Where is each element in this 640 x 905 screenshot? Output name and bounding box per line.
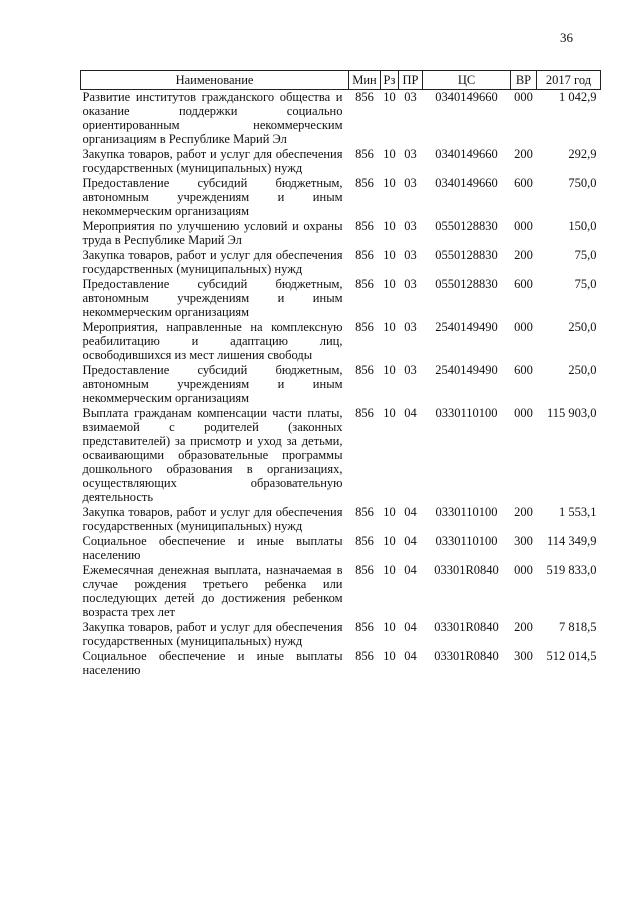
row-cs: 0330110100 <box>435 406 498 420</box>
row-vr: 600 <box>514 363 533 377</box>
row-cs: 2540149490 <box>435 363 498 377</box>
row-pr: 04 <box>404 534 417 548</box>
row-pr: 03 <box>404 176 417 190</box>
row-rz: 10 <box>383 620 396 634</box>
table-row <box>81 147 601 176</box>
row-vr: 000 <box>514 320 533 334</box>
header-year: 2017 год <box>537 71 601 90</box>
row-rz: 10 <box>383 90 396 104</box>
row-name: Социальное обеспечение и иные выплаты населению <box>82 534 343 562</box>
row-pr: 03 <box>404 320 417 334</box>
row-amount: 519 833,0 <box>546 563 597 577</box>
row-name: Закупка товаров, работ и услуг для обеспечения государственных (муниципальных) нужд <box>82 147 343 175</box>
row-min: 856 <box>355 90 374 104</box>
row-min: 856 <box>355 219 374 233</box>
row-cs: 0340149660 <box>435 176 498 190</box>
row-min: 856 <box>355 176 374 190</box>
row-vr: 000 <box>514 219 533 233</box>
row-pr: 03 <box>404 219 417 233</box>
row-pr: 04 <box>404 406 417 420</box>
row-cs: 0330110100 <box>435 505 498 519</box>
row-rz: 10 <box>383 219 396 233</box>
header-vr: ВР <box>511 71 537 90</box>
row-vr: 200 <box>514 505 533 519</box>
row-cs: 03301R0840 <box>434 563 499 577</box>
row-amount: 750,0 <box>568 176 597 190</box>
row-name: Закупка товаров, работ и услуг для обеспечения государственных (муниципальных) нужд <box>82 505 343 533</box>
row-min: 856 <box>355 563 374 577</box>
row-name: Мероприятия по улучшению условий и охраны труда в Республике Марий Эл <box>82 219 343 247</box>
row-amount: 7 818,5 <box>559 620 597 634</box>
row-pr: 04 <box>404 505 417 519</box>
table-row <box>81 534 601 563</box>
row-min: 856 <box>355 320 374 334</box>
row-amount: 75,0 <box>574 277 597 291</box>
table-row <box>81 649 601 678</box>
row-name: Предоставление субсидий бюджетным, автономным учреждениям и иным некоммерческим организациям <box>82 363 343 405</box>
row-pr: 03 <box>404 277 417 291</box>
row-min: 856 <box>355 248 374 262</box>
row-amount: 1 042,9 <box>559 90 597 104</box>
row-cs: 0550128830 <box>435 219 498 233</box>
row-amount: 250,0 <box>568 363 597 377</box>
header-pr: ПР <box>399 71 423 90</box>
row-min: 856 <box>355 505 374 519</box>
header-min: Мин <box>349 71 381 90</box>
row-amount: 512 014,5 <box>546 649 597 663</box>
budget-table-container <box>80 70 600 678</box>
row-pr: 03 <box>404 363 417 377</box>
page-number: 36 <box>560 30 573 45</box>
row-name: Закупка товаров, работ и услуг для обеспечения государственных (муниципальных) нужд <box>82 248 343 276</box>
row-vr: 200 <box>514 147 533 161</box>
row-vr: 200 <box>514 620 533 634</box>
row-name: Мероприятия, направленные на комплексную реабилитацию и адаптацию лиц, освободившихся из мест лишения свободы <box>82 320 343 362</box>
table-header-row <box>81 71 601 90</box>
row-name: Предоставление субсидий бюджетным, автономным учреждениям и иным некоммерческим организациям <box>82 176 343 218</box>
row-cs: 03301R0840 <box>434 620 499 634</box>
row-cs: 0340149660 <box>435 147 498 161</box>
row-amount: 1 553,1 <box>559 505 597 519</box>
row-amount: 150,0 <box>568 219 597 233</box>
row-pr: 04 <box>404 563 417 577</box>
row-name: Социальное обеспечение и иные выплаты населению <box>82 649 343 677</box>
row-name: Выплата гражданам компенсации части платы, взимаемой с родителей (законных представителей) за присмотр и уход за детьми, осваивающими образовательные программы дошкольного образования в организациях, осуществляющих образовательную деятельность <box>82 406 343 504</box>
header-name: Наименование <box>81 71 349 90</box>
row-min: 856 <box>355 620 374 634</box>
row-name: Предоставление субсидий бюджетным, автономным учреждениям и иным некоммерческим организациям <box>82 277 343 319</box>
row-min: 856 <box>355 363 374 377</box>
table-row <box>81 363 601 406</box>
row-name: Развитие институтов гражданского общества и оказание поддержки социально ориентированным некоммерческим организациям в Республике Марий Эл <box>82 90 343 146</box>
row-rz: 10 <box>383 534 396 548</box>
row-amount: 250,0 <box>568 320 597 334</box>
table-row <box>81 406 601 505</box>
table-row <box>81 563 601 620</box>
row-pr: 04 <box>404 620 417 634</box>
row-amount: 115 903,0 <box>546 406 597 420</box>
row-vr: 000 <box>514 90 533 104</box>
budget-table <box>80 70 601 678</box>
row-cs: 03301R0840 <box>434 649 499 663</box>
row-cs: 0330110100 <box>435 534 498 548</box>
row-pr: 03 <box>404 90 417 104</box>
row-pr: 03 <box>404 248 417 262</box>
row-vr: 000 <box>514 406 533 420</box>
row-vr: 000 <box>514 563 533 577</box>
row-rz: 10 <box>383 563 396 577</box>
row-rz: 10 <box>383 277 396 291</box>
row-vr: 300 <box>514 534 533 548</box>
row-cs: 0550128830 <box>435 248 498 262</box>
row-cs: 0340149660 <box>435 90 498 104</box>
row-min: 856 <box>355 147 374 161</box>
table-row <box>81 90 601 148</box>
row-min: 856 <box>355 406 374 420</box>
row-min: 856 <box>355 534 374 548</box>
row-rz: 10 <box>383 649 396 663</box>
table-row <box>81 248 601 277</box>
row-vr: 200 <box>514 248 533 262</box>
row-min: 856 <box>355 277 374 291</box>
row-pr: 03 <box>404 147 417 161</box>
table-row <box>81 320 601 363</box>
row-rz: 10 <box>383 406 396 420</box>
table-row <box>81 620 601 649</box>
table-row <box>81 176 601 219</box>
row-cs: 2540149490 <box>435 320 498 334</box>
row-rz: 10 <box>383 320 396 334</box>
row-amount: 75,0 <box>574 248 597 262</box>
row-pr: 04 <box>404 649 417 663</box>
row-name: Ежемесячная денежная выплата, назначаемая в случае рождения третьего ребенка или последующих детей до достижения ребенком возраста трех лет <box>82 563 343 619</box>
row-rz: 10 <box>383 147 396 161</box>
header-rz: Рз <box>381 71 399 90</box>
table-row <box>81 505 601 534</box>
table-row <box>81 219 601 248</box>
row-vr: 600 <box>514 277 533 291</box>
row-rz: 10 <box>383 505 396 519</box>
row-vr: 600 <box>514 176 533 190</box>
row-amount: 114 349,9 <box>546 534 597 548</box>
header-cs: ЦС <box>423 71 511 90</box>
row-cs: 0550128830 <box>435 277 498 291</box>
row-min: 856 <box>355 649 374 663</box>
row-rz: 10 <box>383 363 396 377</box>
row-vr: 300 <box>514 649 533 663</box>
table-body <box>81 90 601 679</box>
row-amount: 292,9 <box>568 147 597 161</box>
row-rz: 10 <box>383 248 396 262</box>
row-name: Закупка товаров, работ и услуг для обеспечения государственных (муниципальных) нужд <box>82 620 343 648</box>
row-rz: 10 <box>383 176 396 190</box>
table-row <box>81 277 601 320</box>
